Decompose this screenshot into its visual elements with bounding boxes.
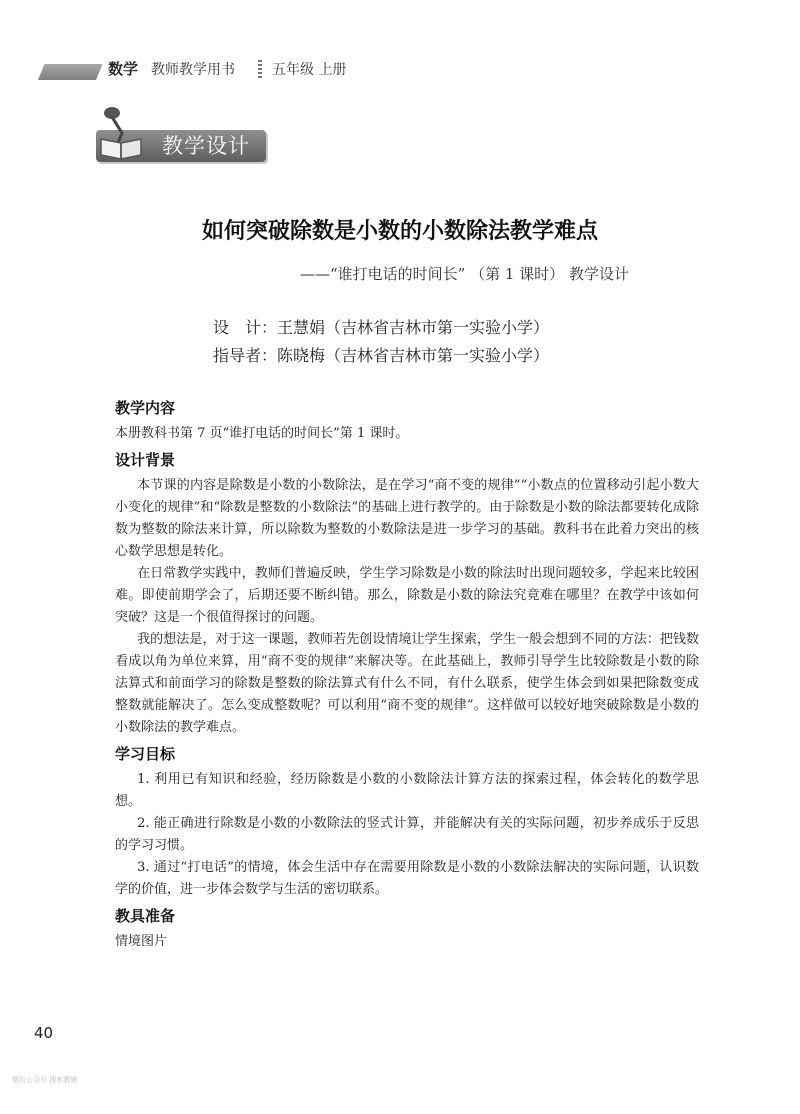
section-heading-materials: 教具准备: [115, 907, 176, 925]
background-paragraph: 我的想法是，对于这一课题，教师若先创设情境让学生探索，学生一般会想到不同的方法：把钱数看成以角为单位来算，用“商不变的规律”来解决等。在此基础上，教师引导学生比较除数是小数的除法算式和前面学习的除数是整数的除法算式有什么不同，有什么联系，使学生体会到如果把除数变成整数就能解决了。怎么变成整数呢？可以利用“商不变的规律”。这样做可以较好地突破除数是小数的小数除法的教学难点。: [115, 632, 699, 735]
objective-item: 3. 通过“打电话”的情境，体会生活中存在需要用除数是小数的小数除法解决的实际问题，认识数学的价值，进一步体会数学与生活的密切联系。: [115, 860, 699, 897]
materials-text: 情境图片: [115, 934, 168, 949]
credit-advisor: 指导者：陈晓梅（吉林省吉林市第一实验小学）: [213, 346, 550, 365]
header-separator: [258, 60, 262, 78]
header-grade: 五年级 上册: [272, 62, 347, 78]
section-heading-content: 教学内容: [115, 399, 176, 417]
page-title: 如何突破除数是小数的小数除法教学难点: [201, 219, 598, 244]
objective-item: 1. 利用已有知识和经验，经历除数是小数的小数除法计算方法的探索过程，体会转化的数学思想。: [115, 772, 699, 809]
section-banner-label: 教学设计: [162, 134, 250, 158]
section-heading-background: 设计背景: [115, 451, 176, 469]
header-book-title: 教师教学用书: [151, 62, 235, 78]
header-decoration-tab: [38, 64, 102, 80]
content-text: 本册教科书第 7 页“谁打电话的时间长”第 1 课时。: [115, 426, 409, 441]
body-content: [115, 393, 699, 953]
background-paragraph: 本节课的内容是除数是小数的小数除法，是在学习“商不变的规律”“小数点的位置移动引起小数大小变化的规律”和“除数是整数的小数除法”的基础上进行教学的。由于除数是小数的除法都要转化成除数为整数的除法来计算，所以除数为整数的小数除法是进一步学习的基础。教科书在此着力突出的核心数学思想是转化。: [115, 478, 699, 559]
section-heading-objectives: 学习目标: [115, 745, 176, 763]
objective-item: 2. 能正确进行除数是小数的小数除法的竖式计算，并能解决有关的实际问题，初步养成乐于反思的学习习惯。: [115, 816, 699, 853]
header-subject: 数学: [108, 60, 139, 78]
desk-lamp-book-icon: [98, 103, 150, 161]
page-number: 40: [34, 1024, 54, 1042]
page-subtitle: ——“谁打电话的时间长” （第 1 课时） 教学设计: [300, 265, 629, 283]
credit-designer: 设 计：王慧娟（吉林省吉林市第一实验小学）: [213, 318, 550, 337]
background-paragraph: 在日常教学实践中，教师们普遍反映，学生学习除数是小数的除法时出现问题较多，学起来比较困难。即使前期学会了，后期还要不断纠错。那么，除数是小数的除法究竟难在哪里？在教学中该如何突破？这是一个很值得探讨的问题。: [115, 566, 699, 625]
watermark: 微信公众号 搜索教辅: [12, 1076, 78, 1084]
